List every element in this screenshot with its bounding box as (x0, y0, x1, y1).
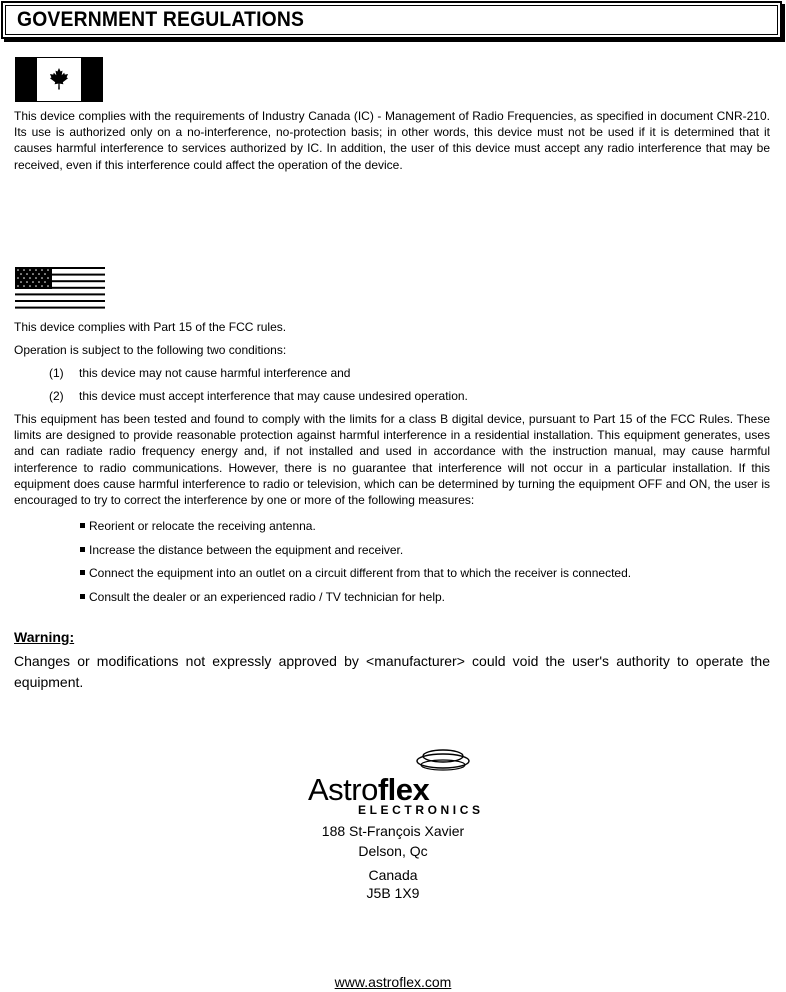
warning-text: Changes or modifications not expressly approved by <manufacturer> could void the user's authority to operate the equipment. (14, 653, 770, 690)
page-title: GOVERNMENT REGULATIONS (17, 8, 305, 31)
bullet-square-icon (80, 523, 85, 528)
website-link[interactable]: www.astroflex.com (334, 974, 452, 990)
measure-item (80, 519, 316, 533)
fcc-part15-line: This device complies with Part 15 of the FCC rules. (14, 320, 287, 334)
condition-number: (1) (49, 366, 64, 380)
fcc-conditions-intro: Operation is subject to the following two conditions: (14, 343, 287, 357)
condition-text: this device must accept interference that may cause undesired operation. (79, 389, 468, 403)
address-country: Canada (368, 867, 418, 883)
address-postal: J5B 1X9 (366, 885, 420, 901)
measure-text: Reorient or relocate the receiving antenna. (89, 519, 316, 533)
logo-wordmark: Astroflex (308, 772, 430, 807)
measure-item (80, 543, 403, 557)
bullet-square-icon (80, 570, 85, 575)
dome-light-icon (413, 748, 473, 774)
bullet-square-icon (80, 547, 85, 552)
measure-item (80, 566, 631, 580)
logo-subtitle: ELECTRONICS (358, 803, 484, 817)
measure-text: Connect the equipment into an outlet on a circuit different from that to which the receiver is connected. (89, 566, 632, 580)
bullet-square-icon (80, 594, 85, 599)
measure-item (80, 590, 445, 604)
astroflex-logo (308, 748, 484, 820)
usa-flag-icon (15, 267, 105, 310)
measure-text: Increase the distance between the equipment and receiver. (89, 543, 404, 557)
address-street: 188 St-François Xavier (321, 823, 465, 839)
section-header (1, 1, 782, 39)
condition-text: this device may not cause harmful interference and (79, 366, 351, 380)
condition-number: (2) (49, 389, 64, 403)
canada-compliance-text: This device complies with the requirements of Industry Canada (IC) - Management of Radio Frequencies, as specified in document CNR-210. Its use is authorized only on a no-interference, no-protection basis; in other words, this device must not be used if it is determined that it causes harmful interference to services authorized by IC. In addition, the user of this device must accept any radio interference that may be received, even if this interference could affect the operation of the device. (14, 109, 770, 172)
canada-flag-icon (15, 57, 103, 102)
address-city: Delson, Qc (358, 843, 428, 859)
measure-text: Consult the dealer or an experienced radio / TV technician for help. (89, 590, 445, 604)
fcc-class-b-paragraph: This equipment has been tested and found to comply with the limits for a class B digital device, pursuant to Part 15 of the FCC Rules. These limits are designed to provide reasonable protection against harmful interference in a residential installation. This equipment generates, uses and can radiate radio frequency energy and, if not installed and used in accordance with the instruction manual, may cause harmful interference to radio communications. However, there is no guarantee that interference will not occur in a particular installation. If this equipment does cause harmful interference to radio or television, which can be determined by turning the equipment OFF and ON, the user is encouraged to try to correct the interference by one or more of the following measures: (14, 412, 770, 508)
warning-title: Warning: (14, 629, 75, 645)
